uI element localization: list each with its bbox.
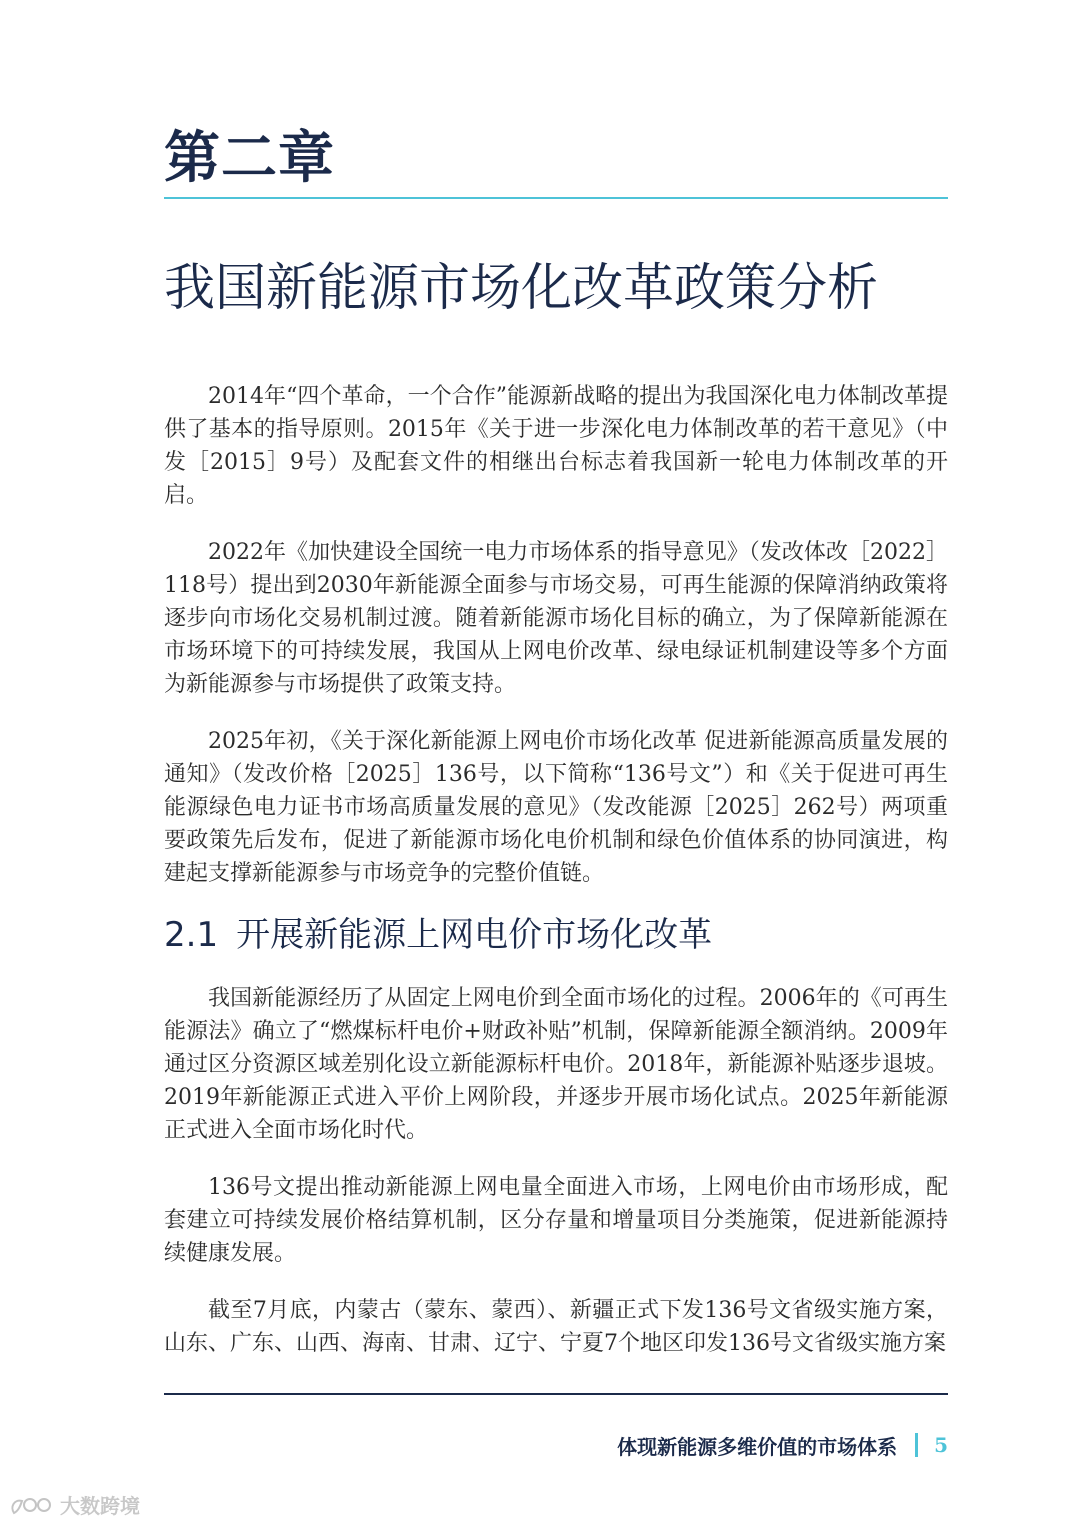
footer-divider <box>164 1393 948 1395</box>
section-title: 开展新能源上网电价市场化改革 <box>236 915 713 955</box>
page-title: 我国新能源市场化改革政策分析 <box>164 259 879 318</box>
section-paragraph-2: 136号文提出推动新能源上网电量全面进入市场，上网电价由市场形成，配套建立可持续发展价格结算机制，区分存量和增量项目分类施策，促进新能源持续健康发展。 <box>164 1175 948 1266</box>
section-paragraph-3: 截至7月底，内蒙古（蒙东、蒙西）、新疆正式下发136号文省级实施方案，山东、广东、山西、海南、甘肃、辽宁、宁夏7个地区印发136号文省级实施方案 <box>164 1298 948 1356</box>
section-paragraph-1: 我国新能源经历了从固定上网电价到全面市场化的过程。2006年的《可再生能源法》确立了“燃煤标杆电价+财政补贴”机制，保障新能源全额消纳。2009年通过区分资源区域差别化设立新能源标杆电价。2018年，新能源补贴逐步退坡。2019年新能源正式进入平价上网阶段，并逐步开展市场化试点。2025年新能源正式进入全面市场化时代。 <box>164 986 948 1143</box>
footer-separator <box>915 1433 918 1457</box>
footer-report-title: 体现新能源多维价值的市场体系 <box>617 1434 898 1459</box>
body-content <box>164 380 948 1384</box>
page-footer <box>617 1428 948 1462</box>
intro-paragraph-2: 2022年《加快建设全国统一电力市场体系的指导意见》（发改体改［2022］118号）提出到2030年新能源全面参与市场交易，可再生能源的保障消纳政策将逐步向市场化交易机制过渡。随着新能源市场化目标的确立，为了保障新能源在市场环境下的可持续发展，我国从上网电价改革、绿电绿证机制建设等多个方面为新能源参与市场提供了政策支持。 <box>164 540 948 697</box>
intro-paragraph-1: 2014年“四个革命，一个合作”能源新战略的提出为我国深化电力体制改革提供了基本的指导原则。2015年《关于进一步深化电力体制改革的若干意见》（中发［2015］9号）及配套文件的相继出台标志着我国新一轮电力体制改革的开启。 <box>164 384 948 508</box>
chapter-divider <box>164 197 948 199</box>
section-heading <box>164 914 948 956</box>
section-number: 2.1 <box>164 915 219 955</box>
page-number: 5 <box>934 1433 948 1457</box>
watermark <box>8 1490 140 1519</box>
watermark-text: 大数跨境 <box>60 1494 140 1518</box>
intro-paragraph-3: 2025年初，《关于深化新能源上网电价市场化改革 促进新能源高质量发展的通知》（发改价格［2025］136号，以下简称“136号文”）和《关于促进可再生能源绿色电力证书市场高质量发展的意见》（发改能源［2025］262号）两项重要政策先后发布，促进了新能源市场化电价机制和绿色价值体系的协同演进，构建起支撑新能源参与市场竞争的完整价值链。 <box>164 729 948 886</box>
sprout-logo-icon <box>8 1493 54 1517</box>
chapter-heading: 第二章 <box>164 126 335 191</box>
